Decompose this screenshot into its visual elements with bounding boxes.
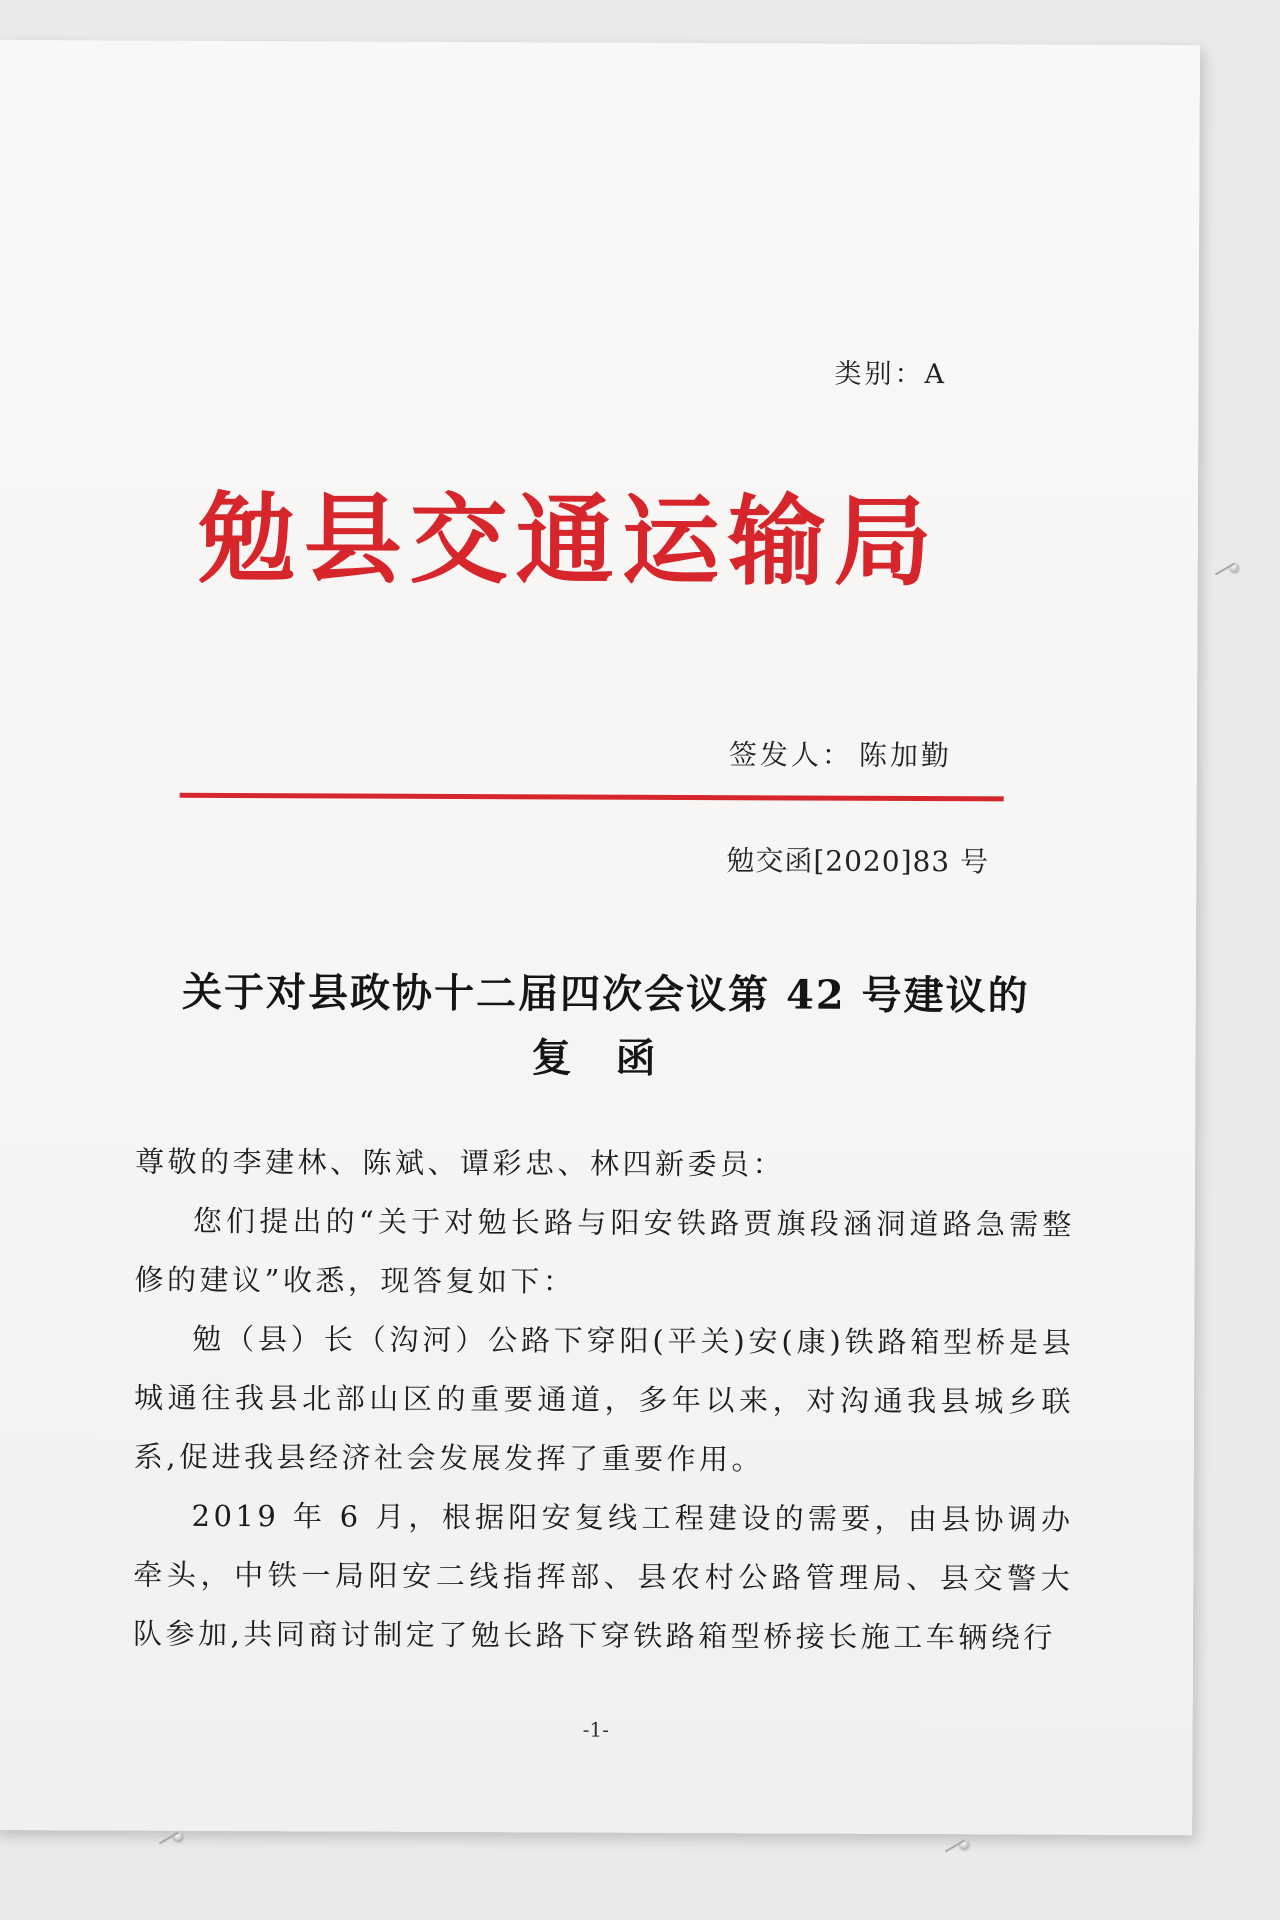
issuer-line bbox=[729, 733, 952, 774]
push-pin-icon bbox=[174, 1832, 183, 1841]
push-pin-icon bbox=[960, 1840, 969, 1849]
letter-body bbox=[133, 1133, 1075, 1668]
body-paragraph-3: 2019 年 6 月，根据阳安复线工程建设的需要，由县协调办牵头，中铁一局阳安二线指挥部、县农村公路管理局、县交警大队参加,共同商讨制定了勉长路下穿铁路箱型桥接长施工车辆绕行 bbox=[132, 1498, 1074, 1655]
document-page bbox=[0, 40, 1200, 1835]
issuer-name: 陈加勤 bbox=[858, 738, 952, 773]
document-title-line1: 关于对县政协十二届四次会议第 42 号建议的 bbox=[181, 968, 1030, 1020]
document-title-line2: 复函 bbox=[531, 1034, 700, 1083]
organization-name: 勉县交通运输局 bbox=[197, 481, 941, 601]
page-number: -1- bbox=[582, 1717, 609, 1742]
body-paragraph-2: 勉（县）长（沟河）公路下穿阳(平关)安(康)铁路箱型桥是县城通往我县北部山区的重要通道，多年以来，对沟通我县城乡联系,促进我县经济社会发展发挥了重要作用。 bbox=[133, 1321, 1075, 1477]
document-title bbox=[115, 961, 1096, 1093]
category-label: 类别：A bbox=[834, 358, 948, 391]
body-paragraph-1: 您们提出的“关于对勉长路与阳安铁路贾旗段涵洞道路急需整修的建议”收悉，现答复如下： bbox=[134, 1203, 1075, 1299]
issuer-label: 签发人： bbox=[728, 738, 853, 772]
document-number: 勉交函[2020]83 号 bbox=[726, 844, 990, 879]
push-pin-icon bbox=[1230, 563, 1239, 572]
red-divider-line bbox=[180, 793, 1004, 802]
salutation: 尊敬的李建林、陈斌、谭彩忠、林四新委员： bbox=[135, 1144, 786, 1182]
